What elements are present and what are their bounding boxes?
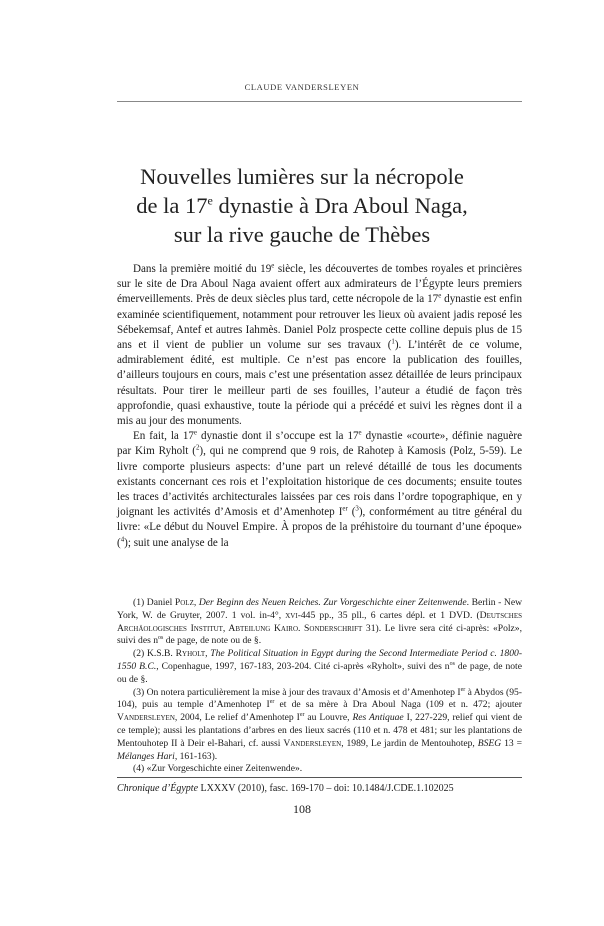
title-line-1: Nouvelles lumières sur la nécropole — [140, 164, 464, 189]
title-line-2: de la 17e dynastie à Dra Aboul Naga, — [136, 193, 468, 218]
article-body — [117, 262, 522, 551]
body-paragraph-2: En fait, la 17e dynastie dont il s’occupe est la 17e dynastie «courte», définie naguère par Kim Ryholt ($^2$), qui ne comprend que 9 rois, de Rahotep à Kamosis (Polz, 5-59). Le livre comporte plusieurs aspects: d’une part un relevé détaillé de tous les documents existants concernant ces rois et l’exploitation historique de ces documents; ensuite toutes les traces d’activités architecturales laissées par ces rois dans l’ordre topographique, en y joignant les activités d’Amosis et d’Amenhotep Ier ($^3$), conformément au titre général du livre: «Le début du Nouvel Empire. À propos de la préhistoire du tournant d’une époque» ($^4$); suit une analyse de la — [117, 429, 522, 549]
footnote-ref-1[interactable]: 1 — [391, 338, 395, 346]
footnote-1: (1) Daniel Polz, Der Beginn des Neuen Reiches. Zur Vorgeschichte einer Zeitenwende. Berlin - New York, W. de Gruyter, 2007. 1 vol. in-4°, xvi-445 pp., 35 pll., 6 cartes dépl. et 1 DVD. (Deutsches Archäologisches Institut, Abteilung Kairo. Sonderschrift 31). Le livre sera cité ci-après: «Polz», suivi des $n^{os}$ de page, de note ou de §. — [117, 597, 523, 647]
page-number: 108 — [293, 802, 311, 816]
running-head: CLAUDE VANDERSLEYEN — [244, 82, 360, 92]
footnotes — [117, 597, 522, 776]
article-title — [90, 162, 514, 249]
footnote-4: (4) «Zur Vorgeschichte einer Zeitenwende». — [133, 763, 303, 775]
header-rule — [117, 101, 522, 102]
citation-line: Chronique d’Égypte LXXXV (2010), fasc. 169-170 – doi: 10.1484/J.CDE.1.102025 — [117, 777, 522, 795]
footnote-ref-2[interactable]: 2 — [195, 444, 200, 452]
footnote-ref-4[interactable]: 4 — [120, 535, 125, 543]
title-line-3: sur la rive gauche de Thèbes — [173, 222, 431, 247]
footnote-3: (3) On notera particulièrement la mise à jour des travaux d’Amosis et d’Amenhotep Ier à Abydos (95-104), puis au temple d’Amenhotep Ier et de sa mère à Dra Aboul Naga (109 et n. 472; ajouter Vandersleyen, 2004, Le relief d’Amenhotep Ier au Louvre, Res Antiquae I, 227-229, relief qui vient de ce temple); aussi les plantations d’arbres en des lieux sacrés (110 et n. 478 et 481; sur les plantations de Mentouhotep II à Deir el-Bahari, cf. aussi Vandersleyen, 1989, Le jardin de Mentouhotep, BSEG 13 = Mélanges Hari, 161-163). — [117, 686, 523, 762]
footnote-ref-3[interactable]: 3 — [355, 505, 359, 513]
body-paragraph-1: Dans la première moitié du 19e siècle, les découvertes de tombes royales et princières sur le site de Dra Aboul Naga avaient offert aux admirateurs de l’Égypte leurs premiers émerveillements. Près de deux siècles plus tard, cette nécropole de la 17e dynastie est enfin examinée scientifiquement, notamment pour retrouver les lieux où avaient jadis reposé les Sébekemsaf, Antef et autres Iahmès. Daniel Polz prospecte cette colline depuis plus de 15 ans et il vient de publier un volume sur ses travaux ($^1$). L’intérêt de ce volume, admirablement édité, est multiple. Ce n’est pas encore la publication des fouilles, d’ailleurs toujours en cours, mais c’est une présentation assez détaillée de leurs principaux résultats. Pour tirer le meilleur parti de ses fouilles, l’auteur a étudié de façon très approfondie, quasi exhaustive, toute la période qui a précédé et suivi les règnes dont il a mis au jour des monuments. — [117, 262, 523, 428]
footnote-2: (2) K.S.B. Ryholt, The Political Situation in Egypt during the Second Intermediate Period c. 1800-1550 B.C., Copenhague, 1997, 167-183, 203-204. Cité ci-après «Ryholt», suivi des $n^{os}$ de page, de note ou de §. — [117, 648, 523, 685]
